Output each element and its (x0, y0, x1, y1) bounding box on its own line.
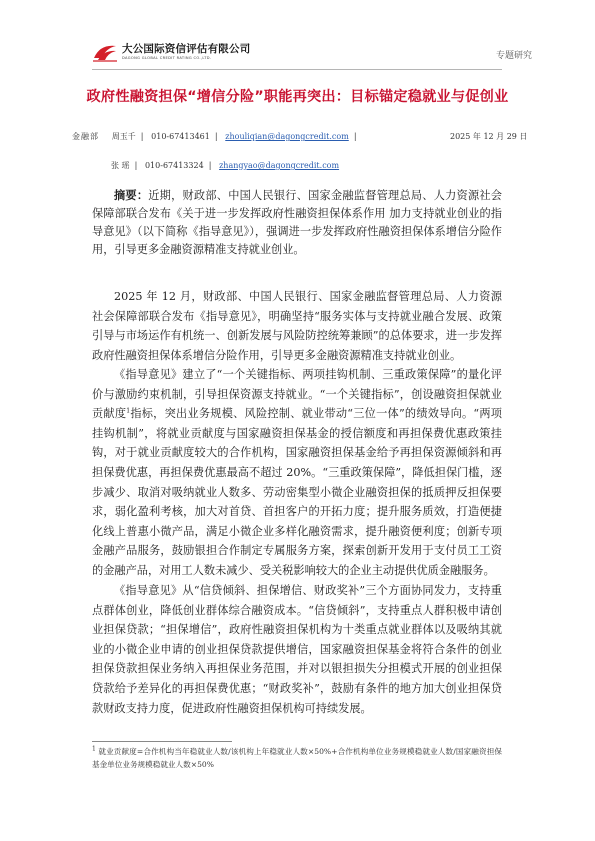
author-email-link[interactable]: zhangyao@dagongcredit.com (219, 161, 340, 170)
report-date: 2025 年 12 月 29 日 (450, 132, 528, 141)
body-paragraph-2 (92, 365, 502, 581)
report-title: 政府性融资担保“增信分险”职能再突出：目标锚定稳就业与促创业 (86, 89, 509, 105)
logo-english-name: DAGONG GLOBAL CREDIT RATING CO.,LTD. (122, 56, 212, 60)
company-logo (92, 40, 250, 64)
author-line-1: 金融部 周玉千 | 010-67413461 | zhouliqian@dagongcredit.com | (72, 132, 357, 141)
footnote-number: 1 (92, 745, 96, 753)
author-name: 张 瑶 (111, 161, 130, 170)
author-email-link[interactable]: zhouliqian@dagongcredit.com (225, 132, 349, 141)
author-phone: 010-67413324 (144, 161, 204, 170)
abstract (92, 186, 502, 259)
footnote-ref[interactable]: 1 (126, 407, 131, 415)
report-category: 专题研究 (496, 51, 533, 61)
department: 金融部 (72, 132, 99, 141)
paragraph-text: 指标，突出业务规模、风险控制、就业带动“三位一体”的绩效导向。“两项挂钩机制”，将就业贡献度与国家融资担保基金的授信额度和再担保费优惠政策挂钩，对于就业贡献度较大的合作机构，国家融资担保基金给予再担保资源倾斜和再担保费优惠，再担保费优惠最高不超过 20%。“三重政策保障”，降低担保门槛，逐步减少、取消对吸纳就业人数多、劳动密集型小微企业融资担保的抵质押反担保要求，弱化盈利考核，加大对首贷、首担客户的开拓力度；提升服务质效，打造便捷化线上普惠小微产品，满足小微企业多样化融资需求，提升融资便利度；创新专项金融产品服务，鼓励银担合作制定专属服务方案，探索创新开发用于支付员工工资的金融产品，对用工人数未减少、受关税影响较大的企业主动提供优质金融服务。 (92, 407, 502, 577)
author-line-2: 张 瑶 | 010-67413324 | zhangyao@dagongcredit.com (111, 161, 340, 170)
body-paragraph-3: 《指导意见》从“信贷倾斜、担保增信、财政奖补”三个方面协同发力，支持重点群体创业，降低创业群体综合融资成本。“信贷倾斜”，支持重点人群积极申请创业担保贷款；“担保增信”，政府性融资担保机构为十类重点就业群体以及吸纳其就业的小微企业申请的创业担保贷款提供增信，国家融资担保基金将符合条件的创业担保贷款担保业务纳入再担保业务范围，并对以银担损失分担模式开展的创业担保贷款给予差异化的再担保费优惠；“财政奖补”，鼓励有条件的地方加大创业担保贷款财政支持力度，促进政府性融资担保机构可持续发展。 (92, 584, 502, 715)
footnote-divider (92, 741, 232, 742)
author-name: 周玉千 (111, 132, 136, 141)
header-divider (92, 69, 502, 70)
logo-chinese-name: 大公国际资信评估有限公司 (122, 43, 251, 55)
paragraph-text: 《指导意见》建立了“一个关键指标、两项挂钩机制、三重政策保障”的量化评价与激励约束机制，引导担保资源支持就业。“一个关键指标”，创设融资担保就业贡献度 (92, 368, 502, 421)
abstract-label: 摘要： (114, 188, 149, 202)
abstract-text: 近期，财政部、中国人民银行、国家金融监督管理总局、人力资源社会保障部联合发布《关于进一步发挥政府性融资担保体系作用 加力支持就业创业的指导意见》（以下简称《指导意见》），强调进一步发挥政府性融资担保体系增信分险作用，引导更多金融资源精准支持就业创业。 (92, 189, 502, 256)
footnote (92, 745, 502, 771)
author-phone: 010-67413461 (151, 132, 210, 141)
dagong-logo-icon (92, 42, 118, 62)
page-header (0, 0, 595, 70)
body-paragraph-1: 2025 年 12 月，财政部、中国人民银行、国家金融监督管理总局、人力资源社会保障部联合发布《指导意见》，明确坚持“服务实体与支持就业融合发展、政策引导与市场运作有机统一、创新发展与风险防控统筹兼顾”的总体要求，进一步发挥政府性融资担保体系增信分险作用，引导更多金融资源精准支持就业创业。 (92, 290, 502, 362)
footnote-text: 就业贡献度=合作机构当年稳就业人数/该机构上年稳就业人数×50%+合作机构单位业务规模稳就业人数/国家融资担保基金单位业务规模稳就业人数×50% (92, 747, 502, 769)
